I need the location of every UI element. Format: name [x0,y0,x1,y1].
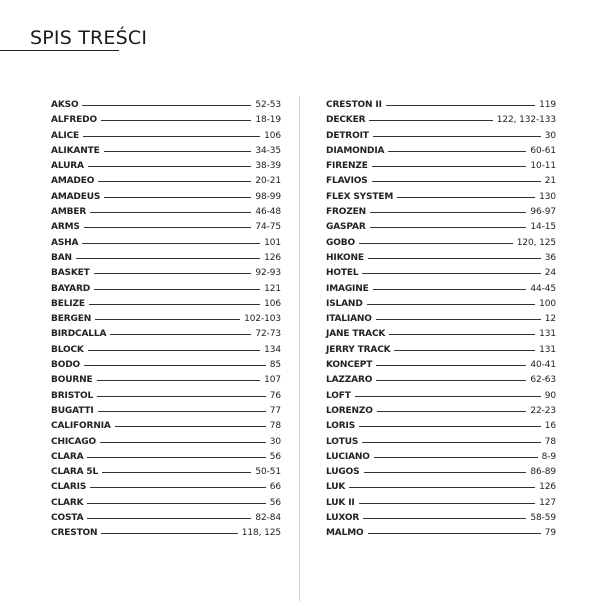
toc-entry[interactable] [51,174,281,189]
entry-leader-line [95,319,240,320]
entry-name: COSTA [51,513,84,524]
toc-entry[interactable] [51,343,281,358]
toc-entry[interactable] [326,480,556,495]
entry-name: BASKET [51,268,90,279]
entry-leader-line [115,426,266,427]
toc-entry[interactable] [51,297,281,312]
toc-entry[interactable] [51,312,281,327]
entry-name: DETROIT [326,130,369,141]
toc-entry[interactable] [51,526,281,541]
entry-page-number: 79 [544,528,556,539]
entry-name: CLARA 5L [51,467,99,478]
entry-name: LOFT [326,390,351,401]
toc-entry[interactable] [326,282,556,297]
entry-name: LOTUS [326,436,359,447]
entry-page-number: 38-39 [255,161,281,172]
entry-page-number: 24 [544,268,556,279]
entry-page-number: 98-99 [255,191,281,202]
toc-entry[interactable] [51,327,281,342]
entry-page-number: 20-21 [255,176,281,187]
entry-name: CLARIS [51,482,87,493]
entry-leader-line [82,243,260,244]
entry-page-number: 82-84 [255,513,281,524]
entry-leader-line [359,503,535,504]
entry-leader-line [349,487,535,488]
title-underline [0,50,119,51]
entry-leader-line [355,396,541,397]
entry-page-number: 90 [544,390,556,401]
entry-leader-line [363,518,526,519]
entry-leader-line [90,212,251,213]
entry-leader-line [90,487,266,488]
entry-page-number: 10-11 [530,161,556,172]
entry-leader-line [84,227,252,228]
toc-entry[interactable] [51,450,281,465]
entry-leader-line [376,380,526,381]
entry-leader-line [87,457,265,458]
entry-page-number: 21 [544,176,556,187]
entry-page-number: 8-9 [541,451,556,462]
entry-page-number: 36 [544,252,556,263]
entry-name: FLAVIOS [326,176,368,187]
entry-page-number: 46-48 [255,207,281,218]
entry-page-number: 130 [539,191,556,202]
toc-entry[interactable] [326,251,556,266]
entry-name: AMADEO [51,176,95,187]
entry-page-number: 119 [539,100,556,110]
entry-name: AMADEUS [51,191,101,202]
entry-name: LORENZO [326,405,373,416]
entry-leader-line [389,334,535,335]
toc-entry[interactable] [51,113,281,128]
entry-leader-line [369,120,492,121]
entry-name: BOURNE [51,375,93,386]
entry-page-number: 131 [539,329,556,340]
entry-page-number: 30 [544,130,556,141]
entry-page-number: 56 [269,451,281,462]
entry-page-number: 77 [269,405,281,416]
toc-column-left [51,98,281,542]
entry-leader-line [76,258,260,259]
entry-leader-line [370,212,526,213]
entry-leader-line [89,304,260,305]
toc-entry[interactable] [326,113,556,128]
entry-page-number: 58-59 [530,513,556,524]
entry-leader-line [101,120,251,121]
entry-page-number: 16 [544,421,556,432]
entry-page-number: 86-89 [530,467,556,478]
toc-entry[interactable] [51,266,281,281]
entry-name: LUK [326,482,346,493]
toc-entry[interactable] [326,205,556,220]
entry-name: ALICE [51,130,80,141]
toc-entry[interactable] [51,480,281,495]
entry-page-number: 22-23 [530,405,556,416]
toc-entry[interactable] [51,419,281,434]
entry-name: HOTEL [326,268,359,279]
entry-page-number: 78 [269,421,281,432]
toc-entry[interactable] [326,312,556,327]
toc-entry[interactable] [51,205,281,220]
entry-page-number: 101 [264,237,281,248]
toc-entry[interactable] [326,389,556,404]
toc-entry[interactable] [326,435,556,450]
entry-leader-line [372,181,541,182]
toc-entry[interactable] [326,174,556,189]
toc-entry[interactable] [326,450,556,465]
entry-page-number: 85 [269,360,281,371]
entry-name: AMBER [51,207,87,218]
entry-page-number: 78 [544,436,556,447]
entry-leader-line [83,136,260,137]
entry-leader-line [97,396,266,397]
toc-entry[interactable] [326,297,556,312]
entry-name: DIAMONDIA [326,145,385,156]
entry-leader-line [98,181,251,182]
entry-name: BERGEN [51,314,92,325]
entry-leader-line [376,319,541,320]
entry-name: FROZEN [326,207,367,218]
toc-entry[interactable] [51,404,281,419]
toc-entry[interactable] [51,144,281,159]
entry-leader-line [102,472,251,473]
toc-entry[interactable] [51,389,281,404]
toc-entry[interactable] [51,465,281,480]
entry-leader-line [388,151,526,152]
entry-leader-line [367,304,535,305]
entry-leader-line [359,426,541,427]
entry-name: BELIZE [51,298,85,309]
toc-entry[interactable] [51,190,281,205]
entry-page-number: 120, 125 [516,237,556,248]
toc-entry[interactable] [326,236,556,251]
entry-name: FLEX SYSTEM [326,191,394,202]
entry-name: ALFREDO [51,115,97,126]
entry-page-number: 74-75 [255,222,281,233]
toc-entry[interactable] [51,282,281,297]
entry-leader-line [370,227,527,228]
toc-entry[interactable] [51,496,281,511]
entry-name: CLARA [51,451,84,462]
entry-leader-line [82,105,251,106]
entry-page-number: 134 [264,344,281,355]
entry-leader-line [377,411,527,412]
entry-name: HIKONE [326,252,364,263]
entry-page-number: 56 [269,497,281,508]
toc-entry[interactable] [326,496,556,511]
entry-name: BAN [51,252,72,263]
page-title: SPIS TREŚCI [30,27,148,49]
entry-name: CHICAGO [51,436,97,447]
entry-name: FIRENZE [326,161,368,172]
entry-name: LUK II [326,497,355,508]
entry-name: BRISTOL [51,390,94,401]
entry-page-number: 52-53 [255,100,281,110]
entry-leader-line [97,380,261,381]
entry-name: LUXOR [326,513,360,524]
toc-entry[interactable] [326,465,556,480]
entry-page-number: 30 [269,436,281,447]
entry-page-number: 50-51 [255,467,281,478]
entry-leader-line [359,243,513,244]
entry-page-number: 126 [539,482,556,493]
entry-leader-line [88,350,260,351]
entry-leader-line [372,166,527,167]
toc-entry[interactable] [326,419,556,434]
toc-entry[interactable] [51,129,281,144]
entry-page-number: 126 [264,252,281,263]
toc-entry[interactable] [51,251,281,266]
entry-leader-line [110,334,251,335]
toc-entry[interactable] [326,266,556,281]
entry-name: ALIKANTE [51,145,100,156]
entry-page-number: 102-103 [244,314,281,325]
entry-leader-line [397,197,535,198]
entry-leader-line [101,533,237,534]
entry-page-number: 44-45 [530,283,556,294]
entry-leader-line [368,258,541,259]
toc-entry[interactable] [326,343,556,358]
entry-name: GASPAR [326,222,366,233]
entry-page-number: 131 [539,344,556,355]
entry-leader-line [98,411,266,412]
entry-name: ALURA [51,161,84,172]
entry-name: MALMO [326,528,364,539]
toc-entry[interactable] [326,404,556,419]
entry-name: BIRDCALLA [51,329,107,340]
entry-page-number: 76 [269,390,281,401]
toc-entry[interactable] [51,373,281,388]
toc-column-right [326,98,556,542]
entry-leader-line [373,136,541,137]
entry-page-number: 106 [264,130,281,141]
entry-name: LUCIANO [326,451,370,462]
entry-name: AKSO [51,100,79,110]
entry-page-number: 118, 125 [241,528,281,539]
entry-page-number: 100 [539,298,556,309]
toc-entry[interactable] [51,358,281,373]
entry-leader-line [376,365,526,366]
entry-name: JANE TRACK [326,329,386,340]
entry-page-number: 14-15 [530,222,556,233]
entry-name: ASHA [51,237,79,248]
entry-name: BLOCK [51,344,84,355]
entry-page-number: 127 [539,497,556,508]
toc-entry[interactable] [326,190,556,205]
entry-leader-line [94,289,260,290]
entry-name: ARMS [51,222,80,233]
toc-entry[interactable] [326,511,556,526]
toc-entry[interactable] [326,144,556,159]
entry-name: CLARK [51,497,84,508]
entry-name: CALIFORNIA [51,421,111,432]
toc-entry[interactable] [51,159,281,174]
entry-name: LORIS [326,421,356,432]
entry-leader-line [362,273,540,274]
entry-leader-line [386,105,535,106]
toc-entry[interactable] [51,435,281,450]
toc-entry[interactable] [51,511,281,526]
entry-name: ISLAND [326,298,363,309]
toc-entry[interactable] [51,98,281,113]
entry-leader-line [87,518,251,519]
entry-page-number: 121 [264,283,281,294]
entry-leader-line [394,350,535,351]
toc-entry[interactable] [51,220,281,235]
entry-page-number: 40-41 [530,360,556,371]
entry-name: BODO [51,360,81,371]
entry-page-number: 12 [544,314,556,325]
entry-leader-line [374,457,538,458]
entry-name: CRESTON [51,528,98,539]
entry-name: BUGATTI [51,405,94,416]
entry-page-number: 96-97 [530,207,556,218]
entry-page-number: 66 [269,482,281,493]
entry-leader-line [104,197,251,198]
column-divider [299,96,300,601]
entry-leader-line [84,365,266,366]
entry-leader-line [94,273,252,274]
entry-leader-line [88,166,252,167]
toc-entry[interactable] [326,327,556,342]
entry-leader-line [362,442,540,443]
entry-page-number: 107 [264,375,281,386]
entry-page-number: 72-73 [255,329,281,340]
toc-entry[interactable] [326,159,556,174]
entry-page-number: 92-93 [255,268,281,279]
entry-name: GOBO [326,237,355,248]
entry-name: CRESTON II [326,100,382,110]
toc-entry[interactable] [326,98,556,113]
toc-entry[interactable] [51,236,281,251]
entry-leader-line [368,533,541,534]
entry-page-number: 62-63 [530,375,556,386]
entry-name: JERRY TRACK [326,344,391,355]
entry-leader-line [364,472,527,473]
toc-entry[interactable] [326,129,556,144]
toc-entry[interactable] [326,526,556,541]
entry-name: LAZZARO [326,375,373,386]
entry-page-number: 34-35 [255,145,281,156]
entry-name: DECKER [326,115,366,126]
entry-leader-line [104,151,252,152]
entry-leader-line [87,503,265,504]
entry-leader-line [100,442,266,443]
entry-leader-line [373,289,527,290]
entry-page-number: 122, 132-133 [496,115,556,126]
entry-page-number: 60-61 [530,145,556,156]
entry-page-number: 18-19 [255,115,281,126]
entry-name: IMAGINE [326,283,369,294]
entry-name: BAYARD [51,283,91,294]
toc-entry[interactable] [326,358,556,373]
toc-entry[interactable] [326,220,556,235]
entry-name: LUGOS [326,467,360,478]
toc-entry[interactable] [326,373,556,388]
entry-page-number: 106 [264,298,281,309]
entry-name: ITALIANO [326,314,372,325]
entry-name: KONCEPT [326,360,373,371]
